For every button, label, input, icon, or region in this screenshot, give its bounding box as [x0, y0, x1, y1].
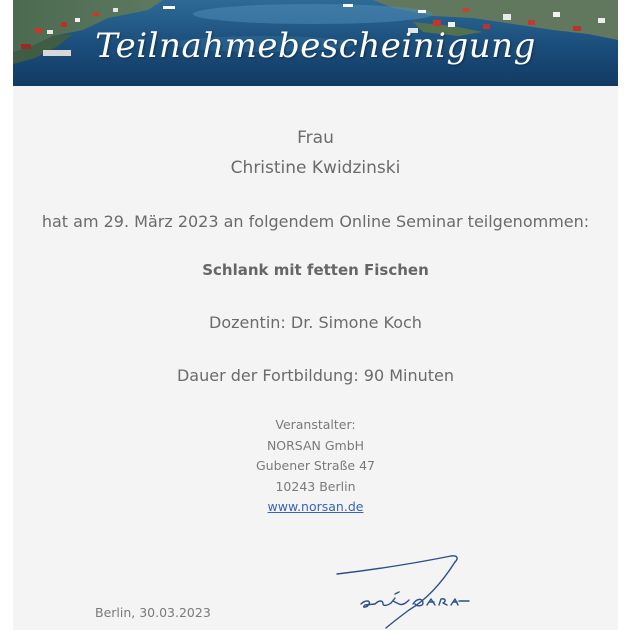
organizer-block — [13, 415, 618, 518]
banner-title: Teilnahmebescheinigung — [95, 26, 536, 66]
participation-statement: hat am 29. März 2023 an folgendem Online Seminar teilgenommen: — [41, 212, 590, 231]
organizer-website-link[interactable]: www.norsan.de — [267, 499, 364, 514]
certificate — [13, 0, 618, 630]
place-date: Berlin, 30.03.2023 — [95, 605, 211, 620]
participant-name: Christine Kwidzinski — [230, 158, 401, 178]
salutation: Frau — [297, 128, 334, 148]
duration: Dauer der Fortbildung: 90 Minuten — [176, 366, 455, 385]
organizer-street: Gubener Straße 47 — [255, 458, 376, 473]
signature-image — [331, 548, 481, 630]
banner-image — [13, 0, 618, 86]
organizer-city: 10243 Berlin — [275, 478, 356, 494]
seminar-title: Schlank mit fetten Fischen — [202, 261, 429, 279]
organizer-company: NORSAN GmbH — [266, 437, 365, 453]
lecturer: Dozentin: Dr. Simone Koch — [209, 313, 422, 332]
organizer-label: Veranstalter: — [275, 417, 356, 432]
